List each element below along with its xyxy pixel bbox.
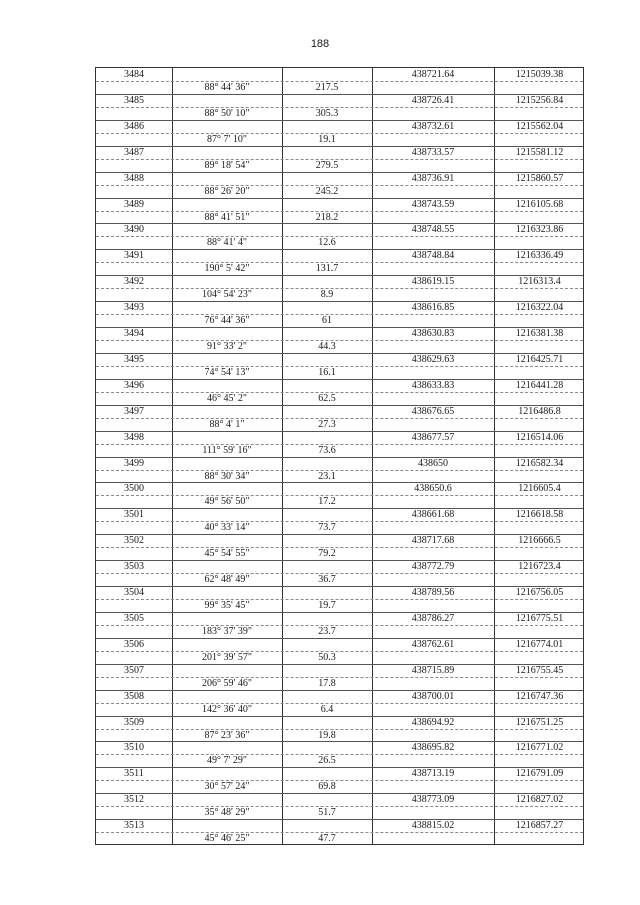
y-coordinate-cell: 1216105.68 — [515, 198, 564, 210]
x-coordinate-cell: 438677.57 — [411, 431, 455, 443]
point-number-cell: 3484 — [124, 69, 144, 80]
point-number-cell: 3490 — [124, 224, 144, 236]
point-number-cell: 3486 — [124, 120, 144, 132]
angle-cell: 190° 5' 42" — [204, 263, 250, 275]
point-number-cell: 3506 — [124, 638, 144, 650]
y-coordinate-cell: 1216582.34 — [515, 457, 564, 469]
distance-cell: 44.3 — [318, 341, 336, 352]
y-coordinate-cell: 1216756.05 — [515, 587, 564, 598]
y-coordinate-cell: 1216771.02 — [515, 742, 564, 754]
angle-cell: 76° 44' 36" — [204, 315, 250, 327]
distance-cell: 79.2 — [318, 548, 336, 560]
x-coordinate-cell: 438713.19 — [411, 768, 455, 780]
point-number-cell: 3489 — [124, 198, 144, 210]
x-coordinate-cell: 438762.61 — [411, 638, 455, 650]
x-coordinate-cell: 438789.56 — [411, 587, 455, 598]
y-coordinate-cell: 1216605.4 — [518, 483, 561, 495]
y-coordinate-cell: 1216751.25 — [515, 716, 564, 728]
distance-cell: 36.7 — [318, 574, 336, 586]
point-number-cell: 3511 — [124, 768, 144, 780]
point-number-cell: 3505 — [124, 612, 144, 624]
x-coordinate-cell: 438700.01 — [411, 690, 455, 702]
x-coordinate-cell: 438616.85 — [411, 302, 455, 314]
point-number-cell: 3497 — [124, 405, 144, 417]
distance-cell: 6.4 — [320, 703, 334, 715]
distance-cell: 19.8 — [318, 729, 336, 741]
distance-cell: 47.7 — [318, 833, 336, 845]
y-coordinate-cell: 1216381.38 — [515, 328, 564, 339]
angle-cell: 45° 46' 25" — [204, 833, 250, 845]
point-number-cell: 3494 — [124, 328, 144, 339]
y-coordinate-cell: 1216441.28 — [515, 379, 564, 391]
y-coordinate-cell: 1216666.5 — [518, 535, 561, 547]
angle-cell: 88° 50' 10" — [204, 107, 250, 119]
x-coordinate-cell: 438629.63 — [411, 353, 455, 365]
y-coordinate-cell: 1215860.57 — [515, 172, 564, 184]
distance-cell: 26.5 — [318, 755, 336, 767]
point-number-cell: 3501 — [124, 509, 144, 521]
y-coordinate-cell: 1216322.04 — [515, 302, 564, 314]
x-coordinate-cell: 438748.84 — [411, 250, 455, 262]
angle-cell: 88° 26' 20" — [204, 185, 250, 197]
angle-cell: 201° 39' 57" — [202, 651, 252, 663]
angle-cell: 111° 59' 16" — [202, 444, 252, 456]
angle-cell: 99° 35' 45" — [204, 600, 250, 611]
angle-cell: 62° 48' 49" — [204, 574, 250, 586]
point-number-cell: 3500 — [124, 483, 144, 495]
x-coordinate-cell: 438721.64 — [411, 69, 455, 80]
distance-cell: 69.8 — [318, 781, 336, 793]
distance-cell: 73.6 — [318, 444, 336, 456]
y-coordinate-cell: 1216857.27 — [515, 820, 564, 832]
point-number-cell: 3493 — [124, 302, 144, 314]
x-coordinate-cell: 438732.61 — [411, 120, 455, 132]
angle-cell: 87° 7' 10" — [207, 133, 247, 145]
angle-cell: 104° 54' 23" — [202, 289, 252, 301]
y-coordinate-cell: 1216791.09 — [515, 768, 564, 780]
angle-cell: 46° 45' 2" — [207, 392, 247, 404]
distance-cell: 245.2 — [315, 185, 339, 197]
distance-cell: 62.5 — [318, 392, 336, 404]
angle-cell: 45° 54' 55" — [204, 548, 250, 560]
point-number-cell: 3507 — [124, 664, 144, 676]
x-coordinate-cell: 438619.15 — [411, 276, 455, 288]
distance-cell: 61 — [322, 315, 332, 327]
x-coordinate-cell: 438743.59 — [411, 198, 455, 210]
angle-cell: 89° 18' 54" — [204, 159, 250, 171]
point-number-cell: 3512 — [124, 794, 144, 806]
x-coordinate-cell: 438633.83 — [411, 379, 455, 391]
distance-cell: 131.7 — [315, 263, 339, 275]
y-coordinate-cell: 1216618.58 — [515, 509, 564, 521]
distance-cell: 19.7 — [318, 600, 336, 611]
x-coordinate-cell: 438695.82 — [411, 742, 455, 754]
x-coordinate-cell: 438630.83 — [411, 328, 455, 339]
y-coordinate-cell: 1216336.49 — [515, 250, 564, 262]
y-coordinate-cell: 1216425.71 — [515, 353, 564, 365]
x-coordinate-cell: 438694.92 — [411, 716, 455, 728]
distance-cell: 17.2 — [318, 496, 336, 508]
angle-cell: 206° 59' 46" — [202, 677, 252, 689]
y-coordinate-cell: 1216514.06 — [515, 431, 564, 443]
x-coordinate-cell: 438786.27 — [411, 612, 455, 624]
point-number-cell: 3513 — [124, 820, 144, 832]
point-number-cell: 3502 — [124, 535, 144, 547]
angle-cell: 88° 41' 4" — [207, 237, 247, 249]
x-coordinate-cell: 438661.68 — [411, 509, 455, 521]
y-coordinate-cell: 1216723.4 — [518, 561, 561, 573]
angle-cell: 88° 41' 51" — [204, 211, 250, 223]
point-number-cell: 3485 — [124, 94, 144, 106]
distance-cell: 73.7 — [318, 522, 336, 534]
y-coordinate-cell: 1215562.04 — [515, 120, 564, 132]
angle-cell: 142° 36' 40" — [202, 703, 252, 715]
coordinates-table — [95, 67, 584, 845]
x-coordinate-cell: 438736.91 — [411, 172, 455, 184]
point-number-cell: 3504 — [124, 587, 144, 598]
distance-cell: 50.3 — [318, 651, 336, 663]
angle-cell: 35° 48' 29" — [204, 807, 250, 819]
y-coordinate-cell: 1216323.86 — [515, 224, 564, 236]
angle-cell: 88° 44' 36" — [204, 82, 250, 93]
y-coordinate-cell: 1216827.02 — [515, 794, 564, 806]
x-coordinate-cell: 438733.57 — [411, 146, 455, 158]
y-coordinate-cell: 1216775.51 — [515, 612, 564, 624]
angle-cell: 183° 37' 39" — [202, 625, 252, 637]
y-coordinate-cell: 1215039.38 — [515, 69, 564, 80]
y-coordinate-cell: 1216747.36 — [515, 690, 564, 702]
point-number-cell: 3491 — [124, 250, 144, 262]
point-number-cell: 3509 — [124, 716, 144, 728]
y-coordinate-cell: 1216774.01 — [515, 638, 564, 650]
angle-cell: 88° 4' 1" — [209, 418, 245, 430]
distance-cell: 217.5 — [315, 82, 339, 93]
point-number-cell: 3508 — [124, 690, 144, 702]
point-number-cell: 3503 — [124, 561, 144, 573]
angle-cell: 74° 54' 13" — [204, 366, 250, 378]
x-coordinate-cell: 438772.79 — [411, 561, 455, 573]
x-coordinate-cell: 438650.6 — [414, 483, 452, 495]
point-number-cell: 3510 — [124, 742, 144, 754]
distance-cell: 23.1 — [318, 470, 336, 482]
point-number-cell: 3499 — [124, 457, 144, 469]
distance-cell: 8.9 — [320, 289, 334, 301]
distance-cell: 17.8 — [318, 677, 336, 689]
distance-cell: 218.2 — [315, 211, 339, 223]
x-coordinate-cell: 438773.09 — [411, 794, 455, 806]
point-number-cell: 3496 — [124, 379, 144, 391]
x-coordinate-cell: 438715.89 — [411, 664, 455, 676]
point-number-cell: 3495 — [124, 353, 144, 365]
angle-cell: 40° 33' 14" — [204, 522, 250, 534]
y-coordinate-cell: 1215256.84 — [515, 94, 564, 106]
point-number-cell: 3488 — [124, 172, 144, 184]
point-number-cell: 3487 — [124, 146, 144, 158]
distance-cell: 305.3 — [315, 107, 339, 119]
distance-cell: 279.5 — [315, 159, 339, 171]
point-number-cell: 3498 — [124, 431, 144, 443]
angle-cell: 49° 56' 50" — [204, 496, 250, 508]
y-coordinate-cell: 1215581.12 — [515, 146, 564, 158]
distance-cell: 23.7 — [318, 625, 336, 637]
x-coordinate-cell: 438676.65 — [411, 405, 455, 417]
x-coordinate-cell: 438748.55 — [411, 224, 455, 236]
x-coordinate-cell: 438815.02 — [411, 820, 455, 832]
page-number: 188 — [310, 38, 330, 50]
angle-cell: 87° 23' 36" — [204, 729, 250, 741]
y-coordinate-cell: 1216755.45 — [515, 664, 564, 676]
angle-cell: 30° 57' 24" — [204, 781, 250, 793]
x-coordinate-cell: 438717.68 — [411, 535, 455, 547]
y-coordinate-cell: 1216486.8 — [518, 405, 561, 417]
distance-cell: 12.6 — [318, 237, 336, 249]
distance-cell: 27.3 — [318, 418, 336, 430]
distance-cell: 16.1 — [318, 366, 336, 378]
angle-cell: 88° 30' 34" — [204, 470, 250, 482]
x-coordinate-cell: 438650 — [418, 457, 448, 469]
point-number-cell: 3492 — [124, 276, 144, 288]
angle-cell: 91° 33' 2" — [207, 341, 247, 352]
x-coordinate-cell: 438726.41 — [411, 94, 455, 106]
y-coordinate-cell: 1216313.4 — [518, 276, 561, 288]
distance-cell: 51.7 — [318, 807, 336, 819]
distance-cell: 19.1 — [318, 133, 336, 145]
angle-cell: 49° 7' 29" — [207, 755, 247, 767]
